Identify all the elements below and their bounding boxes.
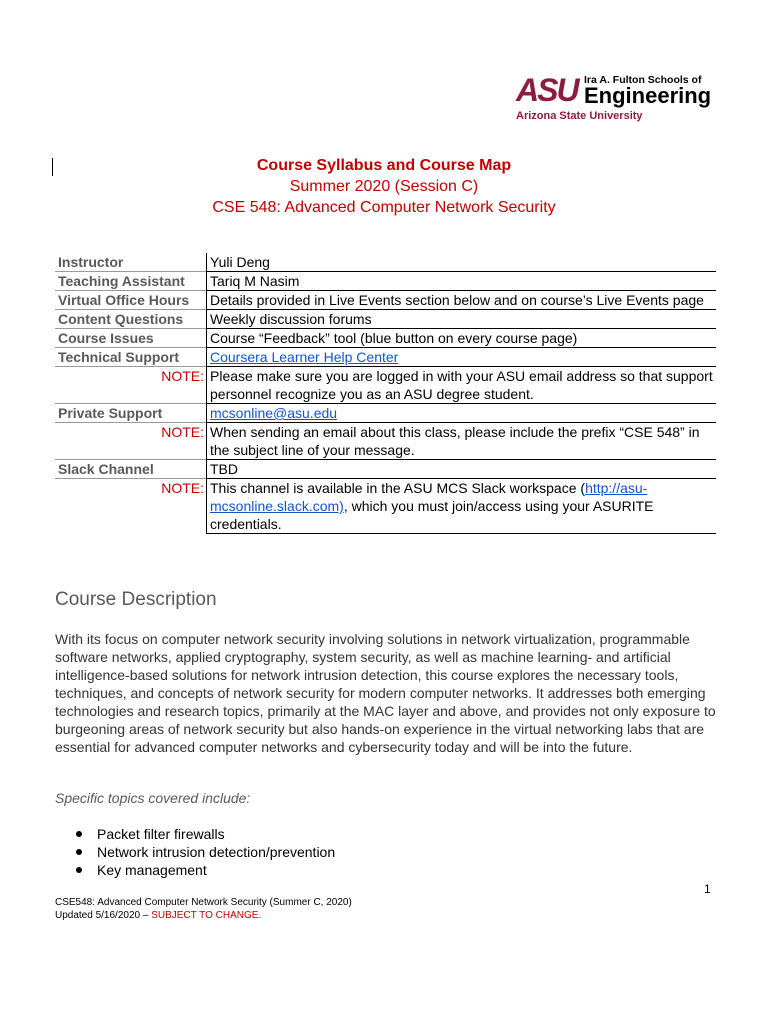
slack-label: Slack Channel <box>55 460 207 479</box>
topic-text: Network intrusion detection/prevention <box>97 844 336 860</box>
course-info-table <box>55 253 716 534</box>
table-row <box>55 272 716 291</box>
private-support-cell <box>207 404 717 423</box>
instructor-label: Instructor <box>55 253 207 272</box>
course-description-heading: Course Description <box>55 589 217 610</box>
table-row <box>55 329 716 348</box>
page-footer <box>55 896 352 922</box>
support-email-link[interactable]: mcsonline@asu.edu <box>210 405 338 421</box>
logo-school-name: Engineering <box>584 83 712 108</box>
instructor-value: Yuli Deng <box>210 254 270 270</box>
private-note-label: NOTE: <box>55 423 207 460</box>
topic-text: Packet filter firewalls <box>97 826 225 842</box>
table-row <box>55 423 716 460</box>
footer-warning: SUBJECT TO CHANGE. <box>151 910 262 921</box>
bullet-icon <box>76 867 82 873</box>
course-line: CSE 548: Advanced Computer Network Security <box>212 199 556 216</box>
table-row <box>55 367 716 404</box>
technical-support-label: Technical Support <box>55 348 207 367</box>
logo-university: Arizona State University <box>516 110 643 122</box>
office-hours-value: Details provided in Live Events section below and on course’s Live Events page <box>207 291 717 310</box>
asu-logo-mark: ASU <box>516 72 578 108</box>
title-block <box>0 155 768 218</box>
table-row <box>55 460 716 479</box>
list-item <box>55 843 335 861</box>
topics-intro: Specific topics covered include: <box>55 790 251 806</box>
topic-text: Key management <box>97 862 207 878</box>
bullet-icon <box>76 849 82 855</box>
slack-note-pre: This channel is available in the ASU MCS Slack workspace ( <box>210 480 586 496</box>
table-row <box>55 404 716 423</box>
footer-course-line: CSE548: Advanced Computer Network Security (Summer C, 2020) <box>55 897 352 908</box>
help-center-link[interactable]: Coursera Learner Help Center <box>210 349 399 365</box>
list-item <box>55 825 335 843</box>
slack-workspace-link[interactable]: http://asu-mcsonline.slack.com) <box>210 480 648 514</box>
topics-list <box>55 825 335 879</box>
course-description-body: With its focus on computer network security involving solutions in network virtualization, programmable software networks, applied cryptography, system security, as well as machine learning- and artificial intelligence-based solutions for network intrusion detection, this course explores the necessary tools, techniques, and concepts of network security for modern computer networks. It addresses both emerging technologies and research topics, primarily at the MAC layer and above, and provides not only exposure to burgeoning areas of network security but also hands-on experience in the virtual networking labs that are essential for advanced computer networks and cybersecurity today and will be into the future. <box>55 631 716 755</box>
bullet-icon <box>76 831 82 837</box>
slack-note-post: , which you must join/access using your ASURITE credentials. <box>210 498 654 532</box>
slack-value: TBD <box>207 460 717 479</box>
private-support-label: Private Support <box>55 404 207 423</box>
table-row <box>55 291 716 310</box>
list-item <box>55 861 335 879</box>
content-questions-value: Weekly discussion forums <box>207 310 717 329</box>
private-note-value: When sending an email about this class, please include the prefix “CSE 548” in the subject line of your message. <box>207 423 717 460</box>
tech-note-label: NOTE: <box>55 367 207 404</box>
course-issues-value: Course “Feedback” tool (blue button on every course page) <box>207 329 717 348</box>
ta-label: Teaching Assistant <box>55 272 207 291</box>
footer-updated: Updated 5/16/2020 – <box>55 910 152 921</box>
office-hours-label: Virtual Office Hours <box>55 291 207 310</box>
table-row <box>55 348 716 367</box>
table-row <box>55 253 716 272</box>
technical-support-cell <box>207 348 717 367</box>
slack-note-value <box>207 479 717 534</box>
slack-note-label: NOTE: <box>55 479 207 534</box>
tech-note-value: Please make sure you are logged in with your ASU email address so that support personnel recognize you as an ASU degree student. <box>207 367 717 404</box>
table-row <box>55 310 716 329</box>
asu-engineering-logo <box>516 72 712 126</box>
page-title: Course Syllabus and Course Map <box>256 157 512 174</box>
footer-updated-line <box>55 909 352 922</box>
ta-value: Tariq M Nasim <box>207 272 717 291</box>
page-number: 1 <box>704 882 711 896</box>
logo-school-line: Ira A. Fulton Schools of <box>584 74 702 86</box>
course-issues-label: Course Issues <box>55 329 207 348</box>
content-questions-label: Content Questions <box>55 310 207 329</box>
table-row <box>55 479 716 534</box>
session-line: Summer 2020 (Session C) <box>289 178 479 195</box>
